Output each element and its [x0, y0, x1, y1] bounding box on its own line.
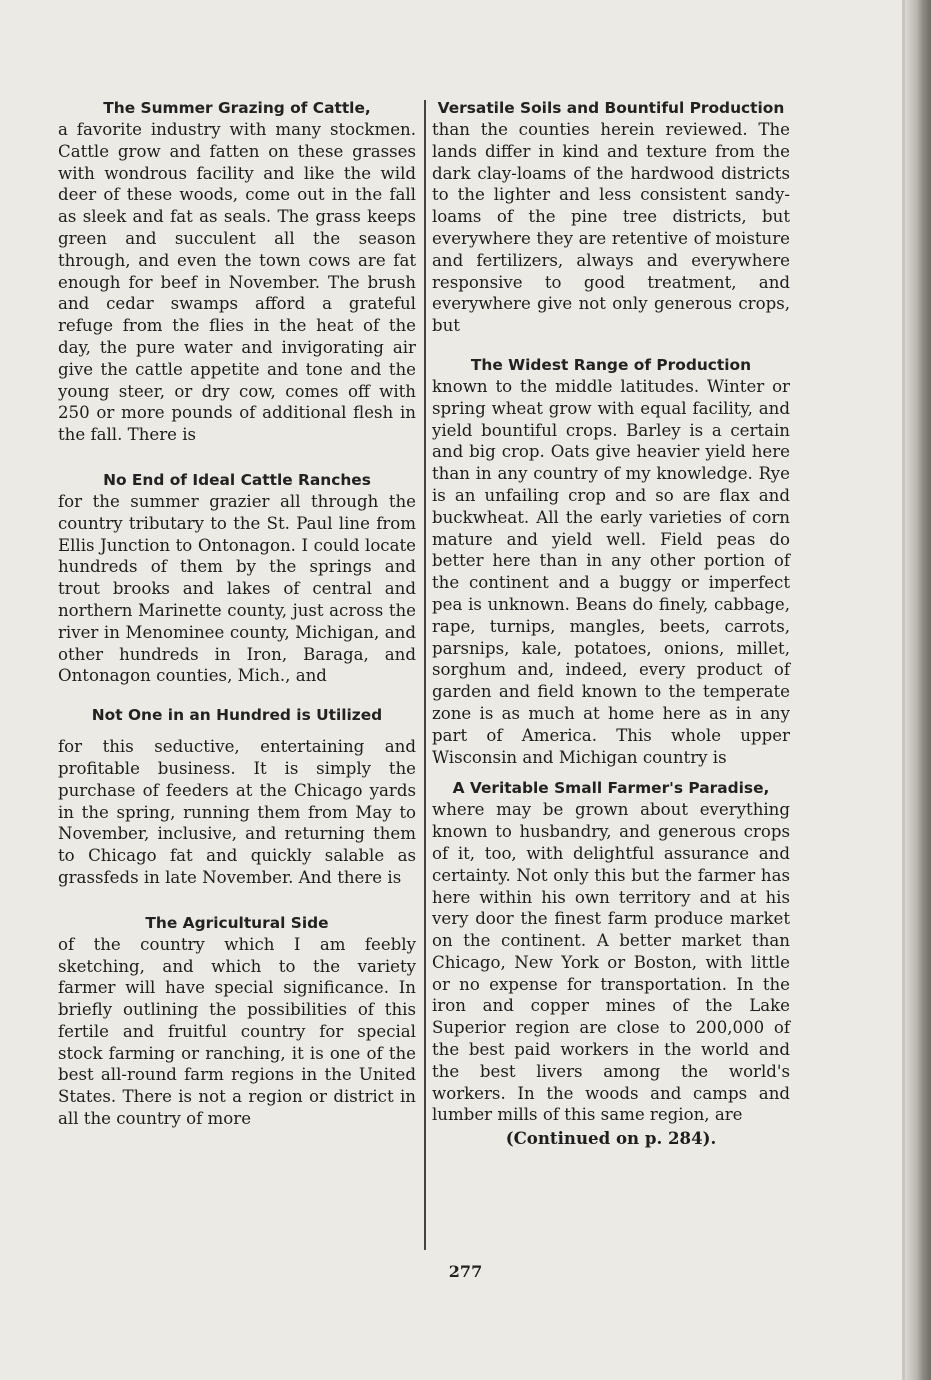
- paragraph-widest-range: known to the middle latitudes. Winter or spring wheat grow with equal facility, and yield bountiful crops. Barley is a certain and big crop. Oats give heavier yield here than in any country of my knowledge. Rye is an unfailing crop and so are flax and buckwheat. All the early varieties of corn mature and yield well. Field peas do better here than in any other portion of the continent and a buggy or imperfect pea is unknown. Beans do finely, cabbage, rape, turnips, mangles, beets, carrots, parsnips, kale, potatoes, onions, millet, sorghum and, indeed, every product of garden and field known to the temperate zone is as much at home here as in any part of America. This whole upper Wisconsin and Michigan country is: [432, 376, 790, 767]
- paragraph-farmers-paradise: where may be grown about everything known to husbandry, and generous crops of it, too, with delightful assurance and certainty. Not only this but the farmer has here within his own territory and at his very door the finest farm produce market on the continent. A better market than Chicago, New York or Boston, with little or no expense for transportation. In the iron and copper mines of the Lake Superior region are close to 200,000 of the best paid workers in the world and the best livers among the world's workers. In the woods and camps and lumber mills of this same region, are: [432, 800, 790, 1125]
- right-column: [432, 98, 790, 1150]
- book-binding: [905, 0, 931, 1380]
- page-number: 277: [448, 1262, 483, 1281]
- paragraph-not-one-utilized: for this seductive, entertaining and profitable business. It is simply the purchase of feeders at the Chicago yards in the spring, running them from May to November, inclusive, and returning them to Chicago fat and quickly salable as grassfeds in late November. And there is: [58, 737, 416, 887]
- paragraph-versatile-soils: than the counties herein reviewed. The lands differ in kind and texture from the dark clay-loams of the hardwood districts to the lighter and less consistent sandy-loams of the pine tree districts, but everywhere they are retentive of moisture and fertilizers, always and everywhere responsive to good treatment, and everywhere give not only generous crops, but: [432, 120, 790, 336]
- heading-cattle-ranches: No End of Ideal Cattle Ranches: [103, 470, 371, 489]
- paragraph-cattle-ranches: for the summer grazier all through the country tributary to the St. Paul line from Ellis Junction to Ontonagon. I could locate hundreds of them by the springs and trout brooks and lakes of central and northern Marinette county, just across the river in Menominee county, Michigan, and other hundreds in Iron, Baraga, and Ontonagon counties, Mich., and: [58, 491, 416, 686]
- heading-agricultural-side: The Agricultural Side: [145, 913, 329, 932]
- heading-versatile-soils: Versatile Soils and Bountiful Production: [437, 99, 785, 117]
- heading-widest-range: The Widest Range of Production: [470, 355, 752, 374]
- heading-summer-grazing: The Summer Grazing of Cattle,: [103, 99, 371, 117]
- heading-not-one-utilized: Not One in an Hundred is Utilized: [91, 706, 383, 725]
- heading-farmers-paradise: A Veritable Small Farmer's Paradise,: [452, 779, 770, 798]
- left-column: [58, 98, 416, 1130]
- column-divider: [424, 100, 426, 1250]
- paragraph-agricultural-side: of the country which I am feebly sketching, and which to the variety farmer will have special significance. In briefly outlining the possibilities of this fertile and fruitful country for special stock farming or ranching, it is one of the best all-round farm regions in the United States. There is not a region or district in all the country of more: [58, 934, 416, 1129]
- paragraph-summer-grazing: a favorite industry with many stockmen. Cattle grow and fatten on these grasses with wondrous facility and like the wild deer of these woods, come out in the fall as sleek and fat as seals. The grass keeps green and succulent all the season through, and even the town cows are fat enough for beef in November. The brush and cedar swamps afford a grateful refuge from the flies in the heat of the day, the pure water and invigorating air give the cattle appetite and tone and the young steer, or dry cow, comes off with 250 or more pounds of additional flesh in the fall. There is: [58, 120, 416, 445]
- continued-note: (Continued on p. 284).: [505, 1128, 717, 1149]
